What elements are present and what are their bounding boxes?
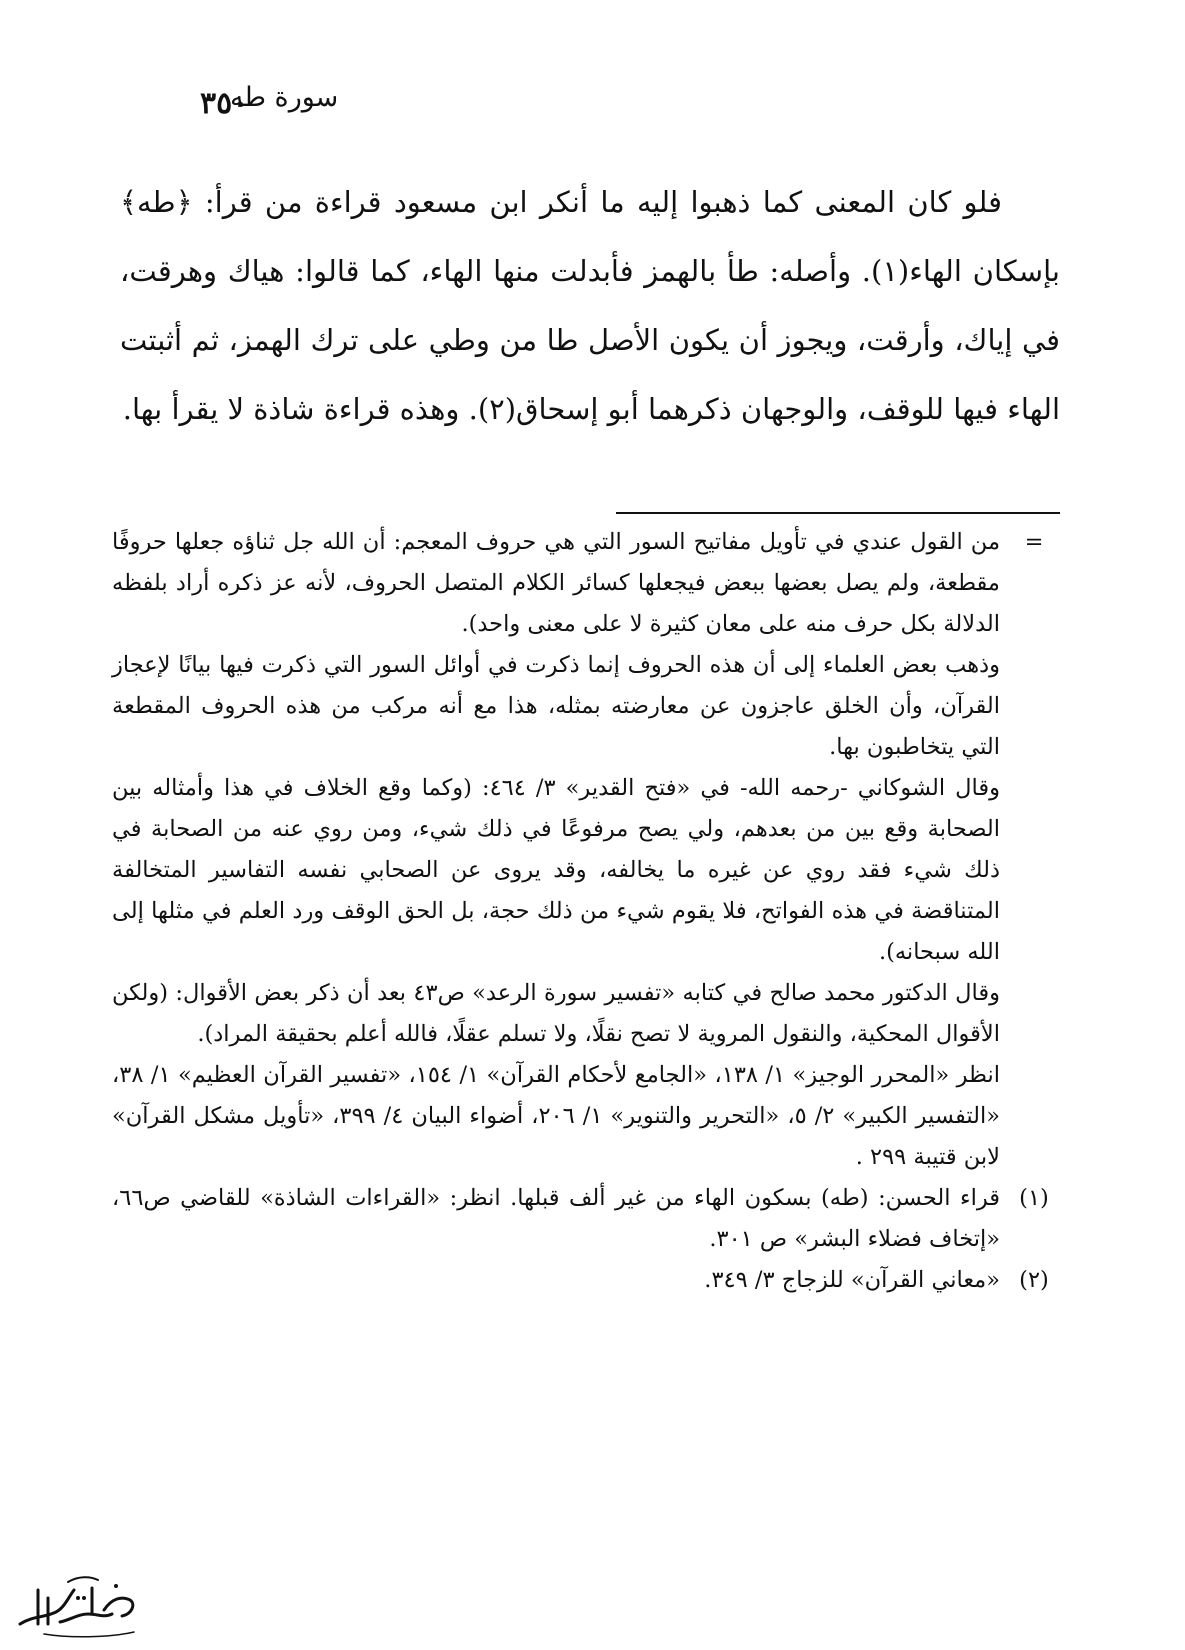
footnote-paragraph: انظر «المحرر الوجيز» ١/ ١٣٨، «الجامع لأحكام القرآن» ١/ ١٥٤، «تفسير القرآن العظيم» ١/ ٣٨، «التفسير الكبير» ٢/ ٥، «التحرير والتنوير» ١/ ٢٠٦، أضواء البيان ٤/ ٣٩٩، «تأويل مشكل القرآن» لابن قتيبة ٢٩٩ .: [112, 1062, 1001, 1170]
footnote-paragraph: وقال الشوكاني -رحمه الله- في «فتح القدير» ٣/ ٤٦٤: (وكما وقع الخلاف في هذا وأمثاله بين الصحابة وقع بين من بعدهم، ولي يصح مرفوعًا في ذلك شيء، ومن روي عنه من الصحابة في ذلك شيء فقد روي عن غيره ما يخالفه، وقد يروى عن الصحابي نفسه التفاسير المتخالفة المتناقضة في هذه الفواتح، فلا يقوم شيء من ذلك حجة، بل الحق الوقف ورد العلم في مثلها إلى الله سبحانه).: [112, 775, 1001, 965]
footnote-paragraph: وقال الدكتور محمد صالح في كتابه «تفسير سورة الرعد» ص٤٣ بعد أن ذكر بعض الأقوال: (ولكن الأقوال المحكية، والنقول المروية لا تصح نقلًا، ولا تسلم عقلًا، فالله أعلم بحقيقة المراد).: [112, 980, 1000, 1047]
main-text-body: [120, 168, 1060, 444]
footnote-text: قراء الحسن: (طه) بسكون الهاء من غير ألف قبلها. انظر: «القراءات الشاذة» للقاضي ص٦٦، «إتخاف فضلاء البشر» ص ٣٠١.: [112, 1185, 1000, 1252]
footnotes-section: [112, 522, 1060, 1301]
footnote-divider: [616, 512, 1060, 514]
footnote-paragraph: وذهب بعض العلماء إلى أن هذه الحروف إنما ذكرت في أوائل السور التي ذكرت فيها بيانًا لإعجاز القرآن، وأن الخلق عاجزون عن معارضته بمثله، هذا مع أنه مركب من هذه الحروف المقطعة التي يتخاطبون بها.: [112, 652, 1000, 760]
running-header-title: سورة طه: [230, 82, 339, 113]
watermark-logo: [8, 1554, 148, 1642]
page-number: ٣٥٠: [200, 86, 249, 121]
footnote-continuation: [112, 522, 1060, 1178]
footnote-marker: (٢): [1019, 1267, 1049, 1293]
footnote-1: [112, 1178, 1060, 1260]
continuation-marker: =: [1024, 529, 1044, 555]
main-paragraph: فلو كان المعنى كما ذهبوا إليه ما أنكر ابن مسعود قراءة من قرأ: ﴿طه﴾ بإسكان الهاء(١). وأصله: طأ بالهمز فأبدلت منها الهاء، كما قالوا: هياك وهرقت، في إياك، وأرقت، ويجوز أن يكون الأصل طا من وطي على ترك الهمز، ثم أثبتت الهاء فيها للوقف، والوجهان ذكرهما أبو إسحاق(٢). وهذه قراءة شاذة لا يقرأ بها.: [120, 185, 1061, 426]
footnote-text: «معاني القرآن» للزجاج ٣/ ٣٤٩.: [704, 1267, 1000, 1293]
footnote-marker: (١): [1019, 1185, 1049, 1211]
footnote-paragraph: من القول عندي في تأويل مفاتيح السور التي هي حروف المعجم: أن الله جل ثناؤه جعلها حروفًا مقطعة، ولم يصل بعضها ببعض فيجعلها كسائر الكلام المتصل الحروف، لأنه عز ذكره أراد بلفظه الدلالة بكل حرف منه على معان كثيرة لا على معنى واحد).: [112, 529, 1000, 637]
footnote-2: [112, 1260, 1060, 1301]
